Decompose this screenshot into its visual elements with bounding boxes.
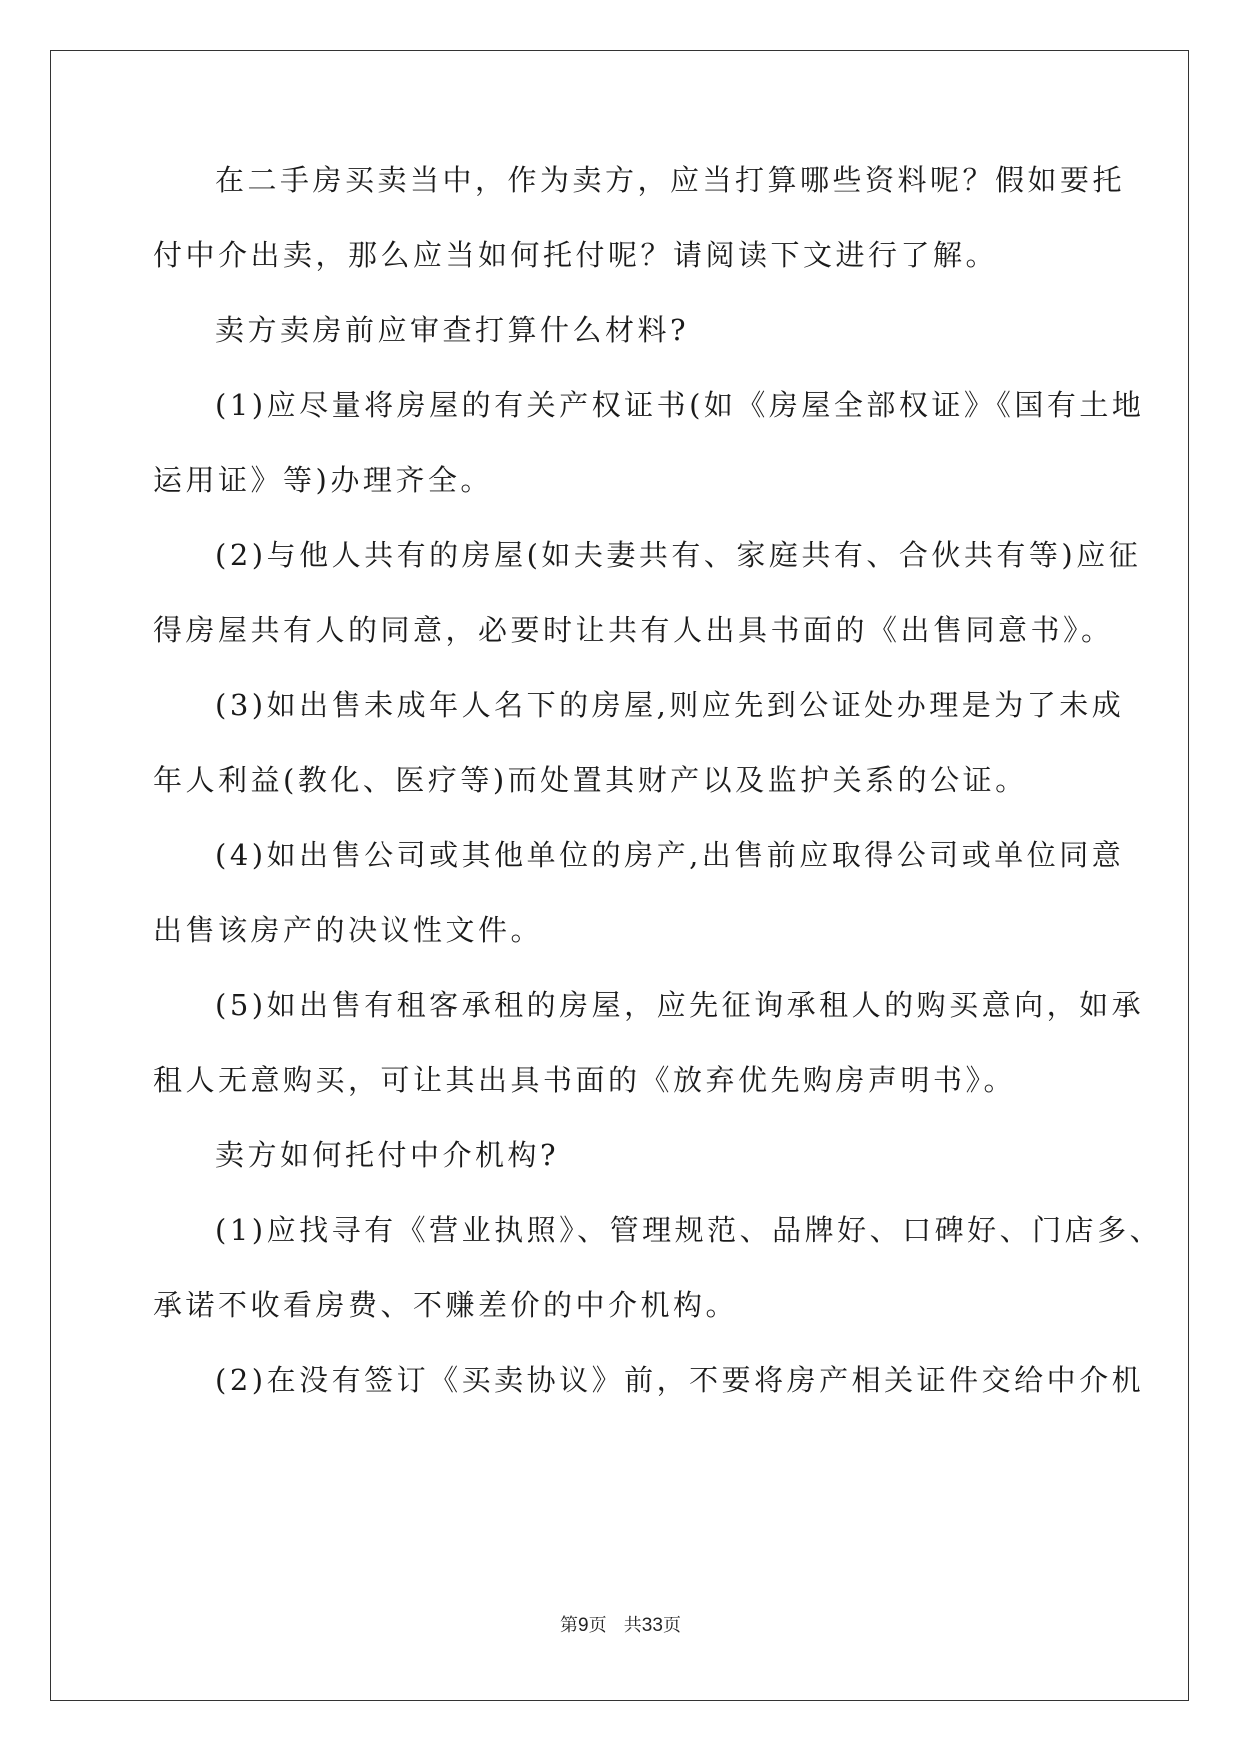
footer-total-pages: 33 (641, 1615, 663, 1636)
footer-page-suffix: 页 (588, 1615, 607, 1636)
footer-page-number: 9 (578, 1615, 589, 1636)
agency-item-2-line-1: (2)在没有签订《买卖协议》前，不要将房产相关证件交给中介机 (215, 1363, 1145, 1397)
agency-item-1-line-1: (1)应找寻有《营业执照》、管理规范、品牌好、口碑好、门店多、 (215, 1213, 1163, 1247)
item-1-line-2: 运用证》等)办理齐全。 (153, 463, 493, 497)
item-3-line-2: 年人利益(教化、医疗等)而处置其财产以及监护关系的公证。 (153, 763, 1028, 797)
section-heading-materials: 卖方卖房前应审查打算什么材料? (215, 313, 690, 347)
item-5-line-2: 租人无意购买，可让其出具书面的《放弃优先购房声明书》。 (153, 1063, 1017, 1097)
footer-total-suffix: 页 (662, 1615, 681, 1636)
page-footer (0, 1614, 1241, 1638)
footer-page-prefix: 第 (560, 1615, 579, 1636)
item-2-line-2: 得房屋共有人的同意，必要时让共有人出具书面的《出售同意书》。 (153, 613, 1114, 647)
item-1-line-1: (1)应尽量将房屋的有关产权证书(如《房屋全部权证》《国有土地 (215, 388, 1145, 422)
paragraph-1-line-2: 付中介出卖，那么应当如何托付呢？请阅读下文进行了解。 (153, 238, 999, 272)
section-heading-agency: 卖方如何托付中介机构? (215, 1138, 560, 1172)
item-5-line-1: (5)如出售有租客承租的房屋，应先征询承租人的购买意向，如承 (215, 988, 1145, 1022)
item-3-line-1: (3)如出售未成年人名下的房屋,则应先到公证处办理是为了未成 (215, 688, 1125, 722)
footer-total-prefix: 共 (623, 1615, 642, 1636)
item-4-line-1: (4)如出售公司或其他单位的房产,出售前应取得公司或单位同意 (215, 838, 1125, 872)
paragraph-1-line-1: 在二手房买卖当中，作为卖方，应当打算哪些资料呢？假如要托 (215, 163, 1126, 197)
item-2-line-1: (2)与他人共有的房屋(如夫妻共有、家庭共有、合伙共有等)应征 (215, 538, 1142, 572)
page-border (50, 50, 1189, 1701)
item-4-line-2: 出售该房产的决议性文件。 (153, 913, 544, 947)
agency-item-1-line-2: 承诺不收看房费、不赚差价的中介机构。 (153, 1288, 739, 1322)
